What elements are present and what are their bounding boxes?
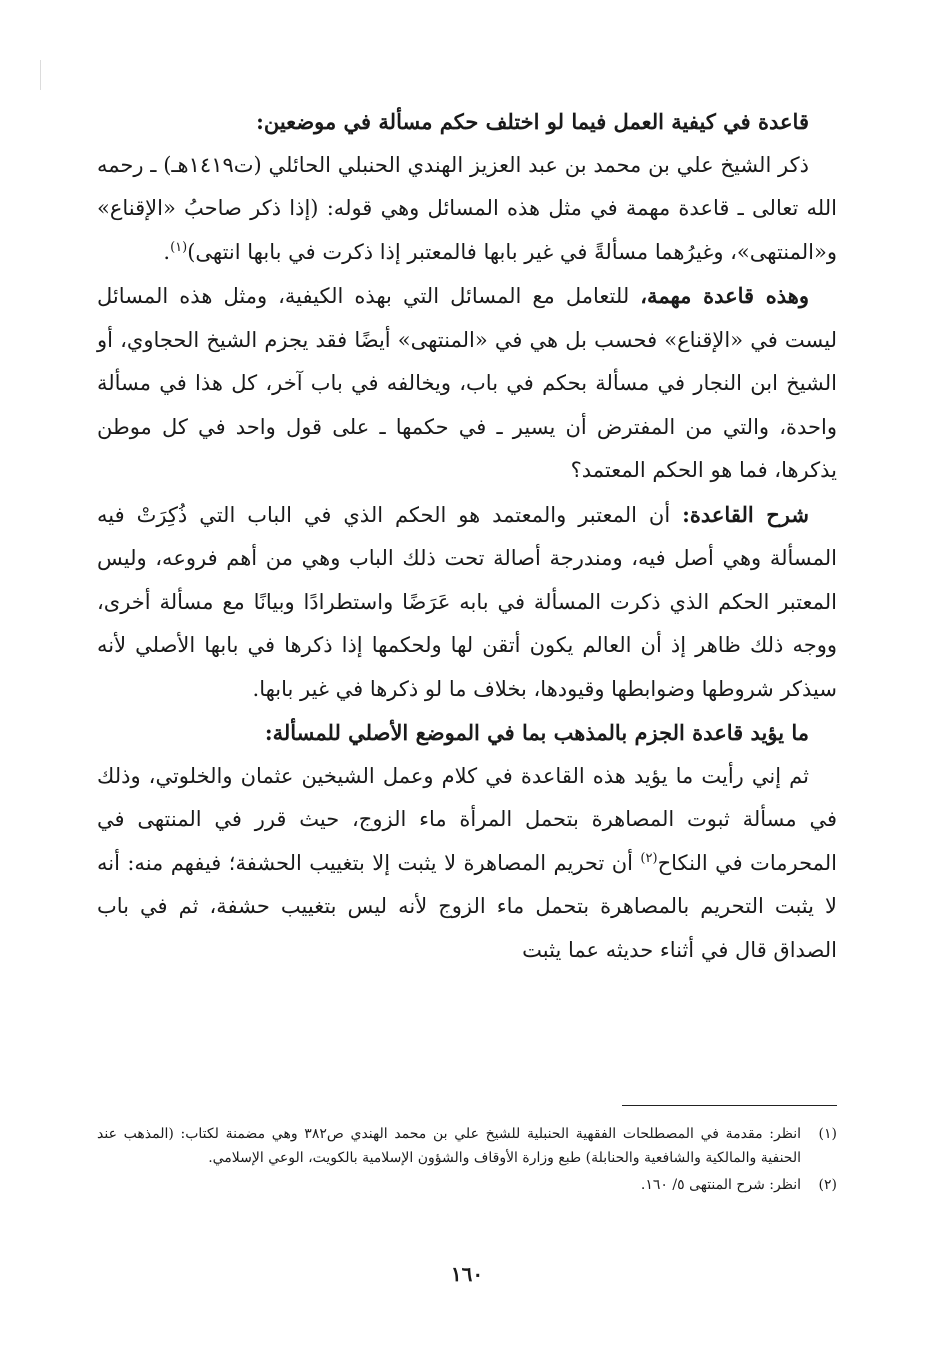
footnotes (97, 1122, 837, 1200)
footnote-item (97, 1122, 837, 1170)
scan-mark (40, 60, 41, 90)
section-heading-support: ما يؤيد قاعدة الجزم بالمذهب بما في الموضع الأصلي للمسألة: (264, 720, 809, 745)
footnote-text: انظر: شرح المنتهى ٥/ ١٦٠. (640, 1177, 801, 1193)
paragraph-lead-bold: شرح القاعدة: (682, 501, 809, 527)
footnote-ref-2: (٢) (640, 850, 658, 866)
paragraph-quote-end: . (163, 239, 171, 264)
footnote-ref-1: (١) (170, 239, 188, 255)
paragraph-lead-bold: وهذه قاعدة مهمة، (640, 283, 809, 308)
paragraph-rule-importance-text: للتعامل مع المسائل التي بهذه الكيفية، ومثل هذه المسائل ليست في «الإقناع» فحسب بل هي في «المنتهى» أيضًا فقد يجزم الشيخ الحجاوي، أو الشيخ ابن النجار في مسألة بحكم في باب، ويخالفه في باب آخر، كل هذا في مسألة واحدة، والتي من المفترض أن يسير ـ في حكمها ـ على قول واحد في كل موطن يذكرها، فما هو الحكم المعتمد؟ (97, 284, 837, 482)
footnote-divider (622, 1105, 837, 1106)
paragraph-quote-text: ذكر الشيخ علي بن محمد بن عبد العزيز الهندي الحنبلي الحائلي (ت١٤١٩هـ) ـ رحمه الله تعالى ـ قاعدة مهمة في مثل هذه المسائل وهي قوله: (إذا ذكر صاحبُ «الإقناع» و«المنتهى»، وغيرُهما مسألةً في غير بابها فالمعتبر إذا ذكرت في بابها انتهى) (97, 152, 837, 264)
paragraph-quote (97, 144, 837, 275)
paragraph-support-text-before: ثم إني رأيت ما يؤيد هذه القاعدة في كلام وعمل الشيخين عثمان والخلوتي، وذلك في مسألة ثبوت المصاهرة بتحمل المرأة ماء الزوج، حيث قرر في المنتهى في المحرمات في النكاح (97, 763, 837, 875)
footnote-item (97, 1173, 837, 1197)
paragraph-rule-importance (97, 274, 837, 493)
footnote-text: انظر: مقدمة في المصطلحات الفقهية الحنبلية للشيخ علي بن محمد الهندي ص٣٨٢ وهي مضمنة لكتاب: (المذهب عند الحنفية والمالكية والشافعية والحنابلة) طبع وزارة الأوقاف والشؤون الإسلامية بالكويت، الوعي الإسلامي. (97, 1126, 801, 1166)
paragraph-support (97, 755, 837, 973)
paragraph-support-text-after: أن تحريم المصاهرة لا يثبت إلا بتغييب الحشفة؛ فيفهم منه: أنه لا يثبت التحريم بالمصاهرة بتحمل ماء الزوج لأنه ليس بتغييب حشفة، ثم في باب الصداق قال في أثناء حديثه عما يثبت (97, 850, 837, 962)
paragraph-rule-explanation (97, 493, 837, 712)
main-text (97, 100, 837, 972)
page-number: ١٦٠ (450, 1262, 484, 1286)
paragraph-rule-explanation-text: أن المعتبر والمعتمد هو الحكم الذي في الباب التي ذُكِرَتْ فيه المسألة وهي أصل فيه، ومندرجة أصالة تحت ذلك الباب وهي من أهم فروعه، وليس المعتبر الحكم الذي ذكرت المسألة في بابه عَرَضًا واستطرادًا وبيانًا مع مسألة أخرى، ووجه ذلك ظاهر إذ أن العالم يكون أتقن لها ولحكمها إذا ذكرها في بابها الأصلي لأنه سيذكر شروطها وضوابطها وقيودها، بخلاف ما لو ذكرها في غير بابها. (97, 502, 838, 701)
footnote-number: (٢) (818, 1177, 837, 1193)
footnote-number: (١) (818, 1126, 837, 1142)
section-heading-rule: قاعدة في كيفية العمل فيما لو اختلف حكم مسألة في موضعين: (256, 109, 809, 134)
